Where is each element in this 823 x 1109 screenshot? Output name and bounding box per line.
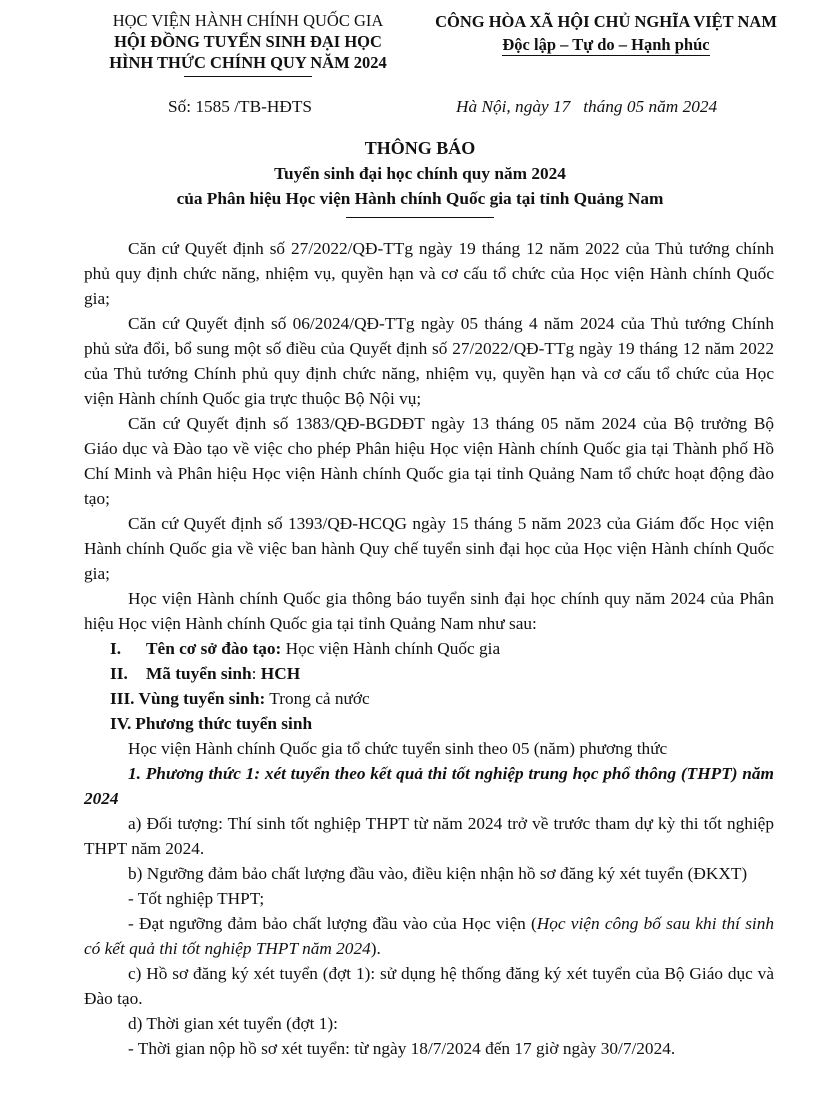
title-rule	[346, 217, 494, 218]
item-b-threshold: b) Ngưỡng đảm bảo chất lượng đầu vào, điều kiện nhận hồ sơ đăng ký xét tuyển (ĐKXT)	[128, 864, 748, 883]
issuer-header	[80, 10, 416, 77]
section-1	[84, 636, 774, 661]
section-1-number: I.	[110, 639, 122, 658]
title-line-1: THÔNG BÁO	[364, 138, 476, 158]
paragraph-legal-basis-2: Căn cứ Quyết định số 06/2024/QĐ-TTg ngày 05 tháng 4 năm 2024 của Thủ tướng Chính phủ sửa đổi, bổ sung một số điều của Quyết định số 27/2022/QĐ-TTg ngày 19 tháng 12 năm 2022 của Thủ tướng Chính phủ quy định chức năng, nhiệm vụ, quyền hạn và cơ cấu tổ chức của Học viện Hành chính Quốc gia trực thuộc Bộ Nội vụ;	[84, 314, 774, 408]
item-b-bullet-2-italic: Học viện công bố sau khi thí sinh có kết quả thi tốt nghiệp THPT năm 2024	[84, 914, 775, 958]
item-b-bullet-1: - Tốt nghiệp THPT;	[128, 889, 265, 908]
item-b-bullet-2-post: ).	[370, 939, 381, 958]
section-4-number: IV.	[110, 714, 132, 733]
national-header	[414, 10, 798, 56]
section-4	[84, 711, 774, 736]
paragraph-methods-intro: Học viện Hành chính Quốc gia tổ chức tuyển sinh theo 05 (năm) phương thức	[128, 739, 668, 758]
document-body	[84, 236, 774, 1061]
section-1-label: Tên cơ sở đào tạo:	[146, 639, 282, 658]
method-1-heading: 1. Phương thức 1: xét tuyển theo kết quả thi tốt nghiệp trung học phổ thông (THPT) năm 2024	[84, 764, 774, 808]
paragraph-announcement: Học viện Hành chính Quốc gia thông báo tuyển sinh đại học chính quy năm 2024 của Phân hiệu Học viện Hành chính Quốc gia tại tỉnh Quảng Nam như sau:	[84, 589, 774, 633]
section-3-value: Trong cả nước	[265, 689, 370, 708]
national-title: CÔNG HÒA XÃ HỘI CHỦ NGHĨA VIỆT NAM	[435, 12, 777, 31]
national-motto: Độc lập – Tự do – Hạnh phúc	[502, 35, 710, 54]
section-3-label: Vùng tuyển sinh:	[138, 689, 266, 708]
section-4-label: Phương thức tuyển sinh	[135, 714, 313, 733]
section-2-value: HCH	[260, 664, 301, 683]
issuer-underline	[184, 76, 312, 77]
item-d-timeline: d) Thời gian xét tuyển (đợt 1):	[128, 1014, 338, 1033]
section-3-number: III.	[110, 689, 135, 708]
item-b-bullet-2	[84, 911, 774, 961]
paragraph-legal-basis-4: Căn cứ Quyết định số 1393/QĐ-HCQG ngày 15 tháng 5 năm 2023 của Giám đốc Học viện Hành chính Quốc gia về việc ban hành Quy chế tuyển sinh đại học của Học viện Hành chính Quốc gia;	[84, 514, 774, 583]
issuer-line-2: HỘI ĐỒNG TUYỂN SINH ĐẠI HỌC	[114, 32, 382, 51]
national-motto-wrap	[414, 33, 798, 56]
document-number: Số: 1585 /TB-HĐTS	[168, 97, 313, 116]
item-d-bullet-1: - Thời gian nộp hồ sơ xét tuyển: từ ngày 18/7/2024 đến 17 giờ ngày 30/7/2024.	[128, 1039, 676, 1058]
section-1-value: Học viện Hành chính Quốc gia	[281, 639, 501, 658]
section-2-colon: :	[251, 664, 261, 683]
title-line-3: của Phân hiệu Học viện Hành chính Quốc gia tại tỉnh Quảng Nam	[176, 189, 664, 208]
section-2	[84, 661, 774, 686]
issuer-line-1: HỌC VIỆN HÀNH CHÍNH QUỐC GIA	[112, 11, 384, 30]
item-a-target: a) Đối tượng: Thí sinh tốt nghiệp THPT từ năm 2024 trở về trước tham dự kỳ thi tốt nghiệp THPT năm 2024.	[84, 814, 774, 858]
issuer-line-3: HÌNH THỨC CHÍNH QUY NĂM 2024	[109, 53, 387, 72]
document-title	[60, 136, 780, 218]
section-2-label: Mã tuyển sinh	[146, 664, 252, 683]
item-c-application: c) Hồ sơ đăng ký xét tuyển (đợt 1): sử dụng hệ thống đăng ký xét tuyển của Bộ Giáo dục và Đào tạo.	[84, 964, 774, 1008]
paragraph-legal-basis-1: Căn cứ Quyết định số 27/2022/QĐ-TTg ngày 19 tháng 12 năm 2022 của Thủ tướng chính phủ quy định chức năng, nhiệm vụ, quyền hạn và cơ cấu tổ chức của Học viện Hành chính Quốc gia;	[84, 239, 774, 308]
document-date: Hà Nội, ngày 17 tháng 05 năm 2024	[456, 97, 718, 116]
section-3	[84, 686, 774, 711]
item-b-bullet-2-pre: - Đạt ngưỡng đảm bảo chất lượng đầu vào của Học viện (	[128, 914, 537, 933]
title-line-2: Tuyển sinh đại học chính quy năm 2024	[274, 164, 566, 183]
paragraph-legal-basis-3: Căn cứ Quyết định số 1383/QĐ-BGDĐT ngày 13 tháng 05 năm 2024 của Bộ trưởng Bộ Giáo dục và Đào tạo về việc cho phép Phân hiệu Học viện Hành chính Quốc gia tại Thành phố Hồ Chí Minh và Phân hiệu Học viện Hành chính Quốc gia tại tỉnh Quảng Nam tổ chức hoạt động đào tạo;	[84, 414, 774, 508]
section-2-number: II.	[110, 664, 128, 683]
